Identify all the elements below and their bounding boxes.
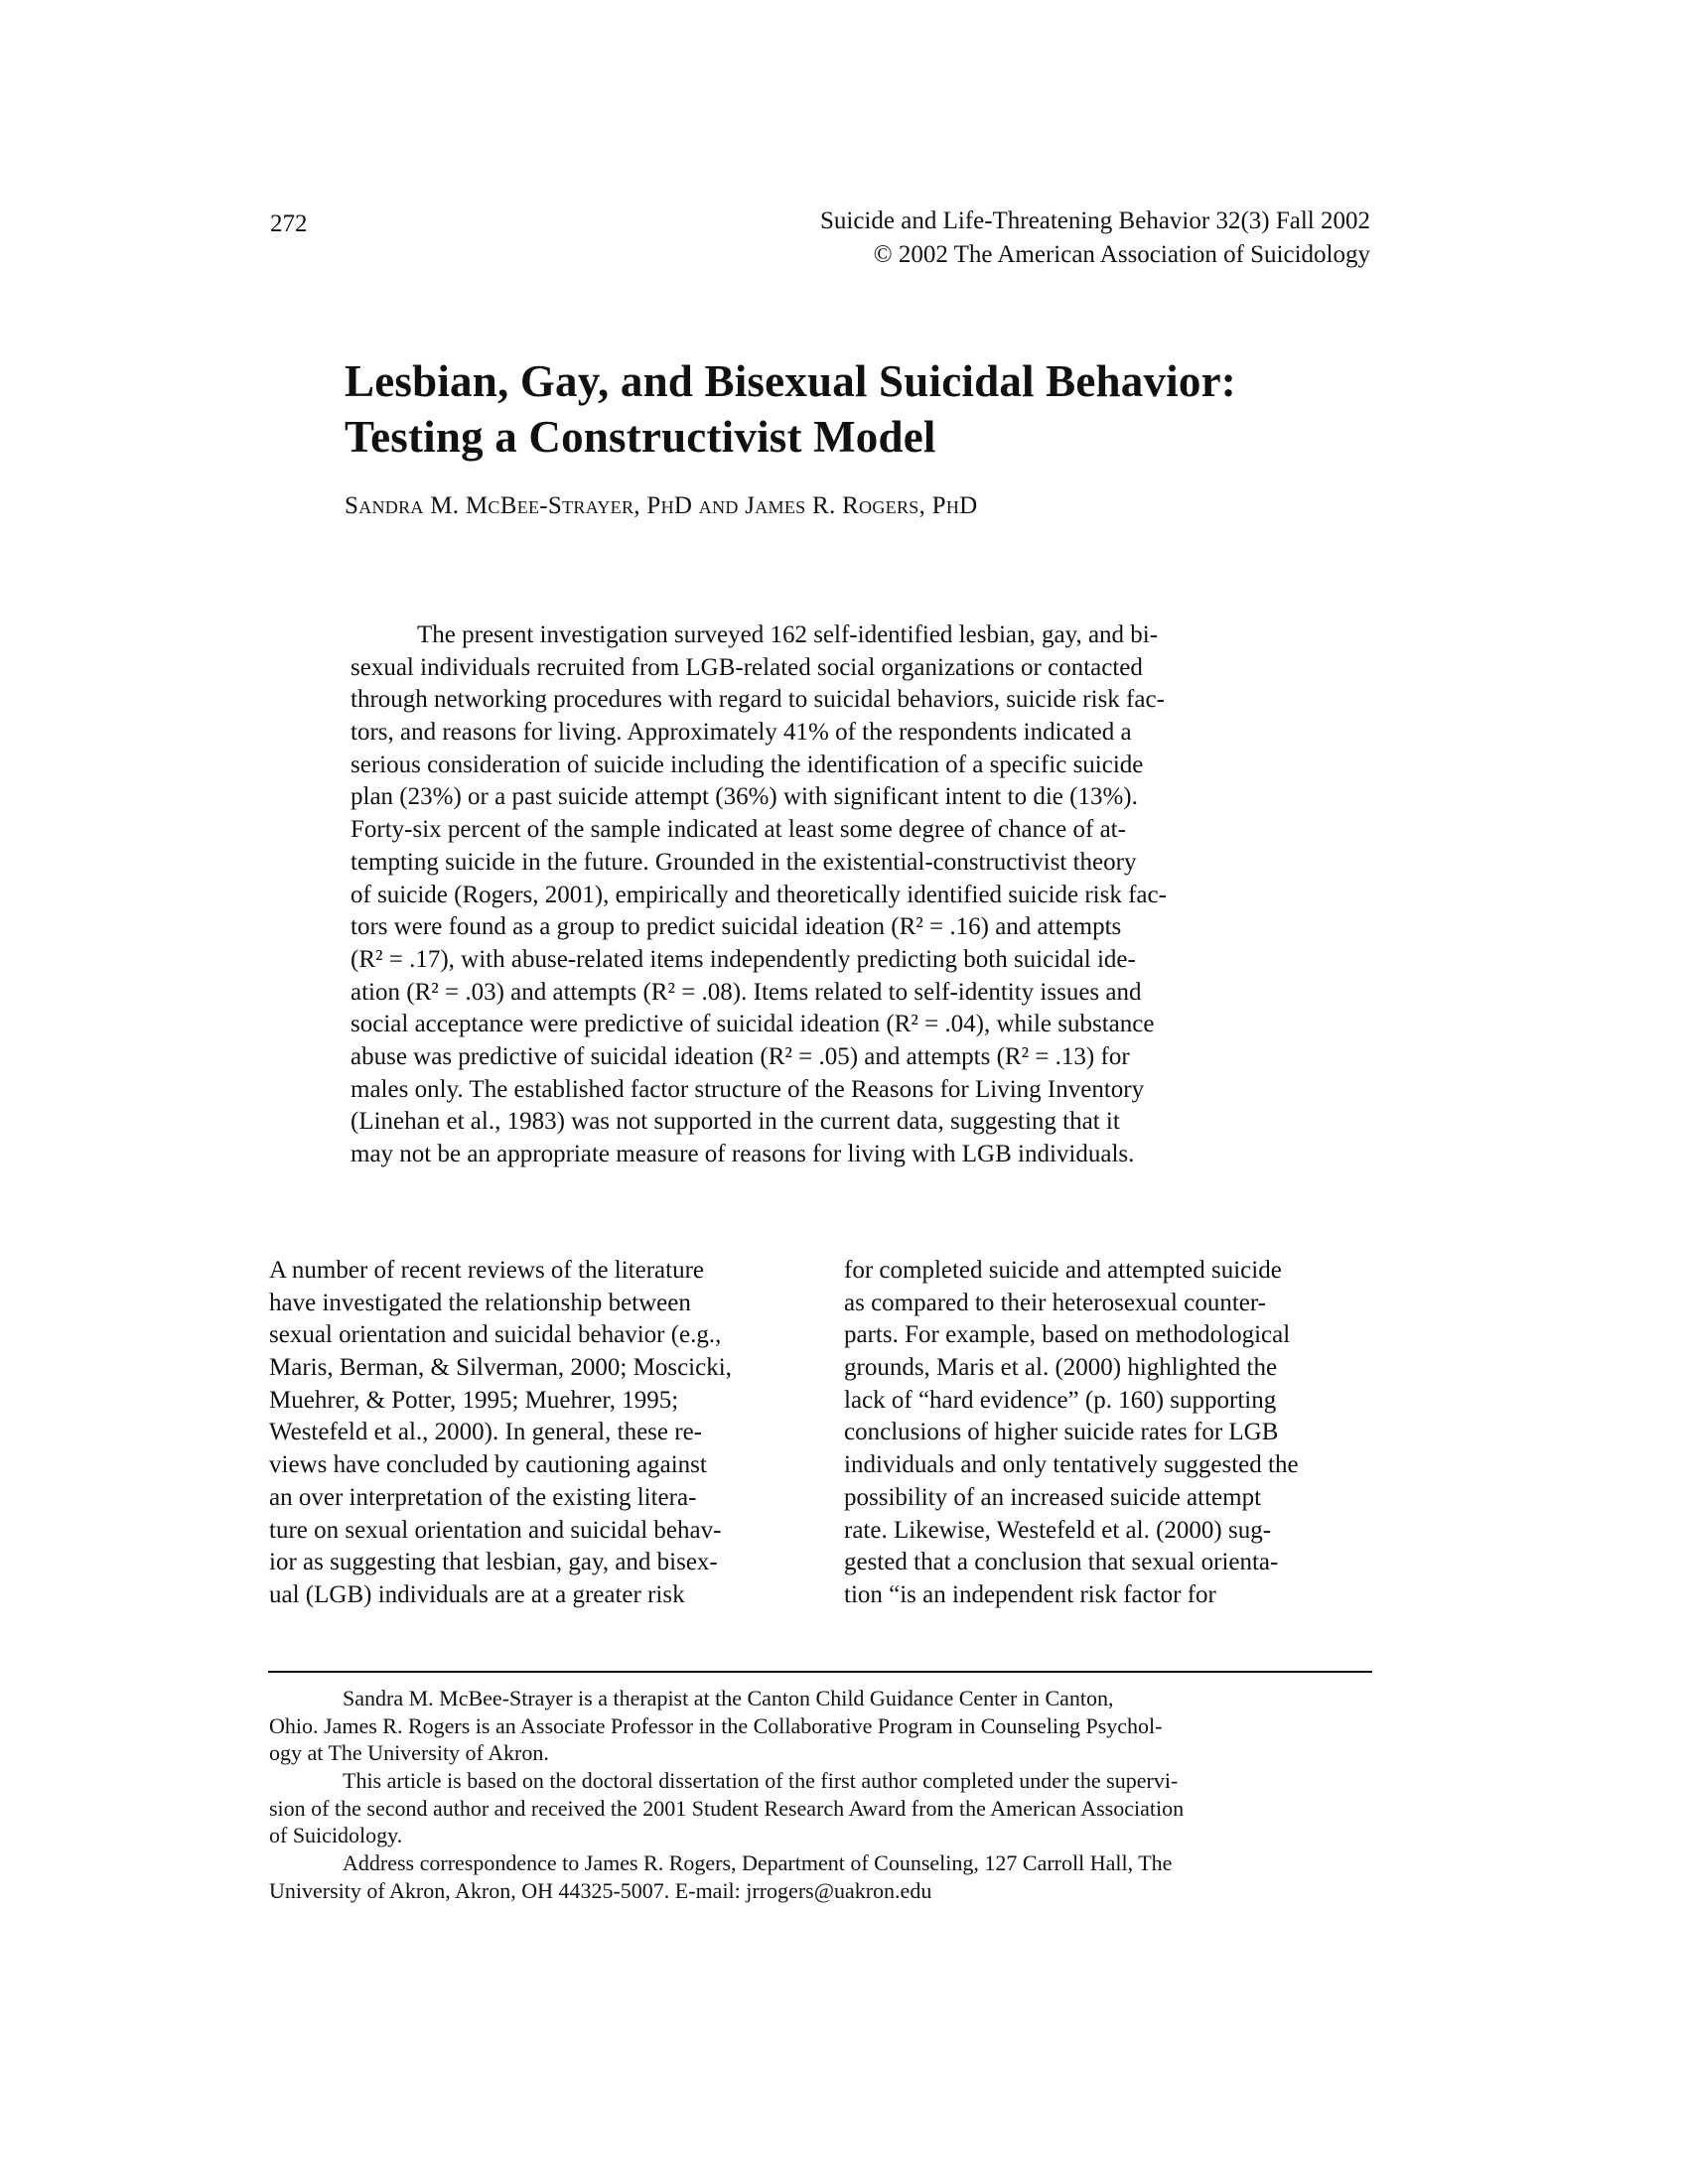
abstract-line: tempting suicide in the future. Grounded in the existential-constructivist theory [351, 848, 1137, 876]
abstract-line: through networking procedures with regard to suicidal behaviors, suicide risk fac- [351, 686, 1165, 714]
body-text-line: for completed suicide and attempted suicide [844, 1257, 1282, 1284]
body-text-line: ture on sexual orientation and suicidal behav- [269, 1516, 722, 1544]
body-text-line: as compared to their heterosexual counter- [844, 1289, 1267, 1316]
body-text-line: gested that a conclusion that sexual orienta- [844, 1549, 1279, 1576]
footnote-line: University of Akron, Akron, OH 44325-5007. E-mail: jrrogers@uakron.edu [269, 1877, 932, 1903]
abstract-line: (Linehan et al., 1983) was not supported in the current data, suggesting that it [351, 1108, 1120, 1136]
abstract-line: Forty-six percent of the sample indicated at least some degree of chance of at- [351, 816, 1126, 844]
body-text-line: have investigated the relationship between [269, 1289, 691, 1316]
footnote-line: of Suicidology. [269, 1823, 403, 1848]
abstract-line: may not be an appropriate measure of reasons for living with LGB individuals. [351, 1141, 1135, 1167]
footnote-line: sion of the second author and received the 2001 Student Research Award from the American Association [269, 1795, 1185, 1821]
abstract-line: ation (R² = .03) and attempts (R² = .08). Items related to self-identity issues and [351, 978, 1142, 1006]
body-text-line: an over interpretation of the existing litera- [269, 1483, 697, 1511]
journal-header [820, 205, 1370, 272]
body-text-line: conclusions of higher suicide rates for LGB [844, 1419, 1279, 1446]
abstract-line: tors, and reasons for living. Approximately 41% of the respondents indicated a [351, 719, 1132, 747]
abstract-line: (R² = .17), with abuse-related items independently predicting both suicidal ide- [351, 945, 1136, 973]
body-text-line: views have concluded by cautioning against [269, 1451, 707, 1479]
page-number: 272 [270, 210, 308, 237]
abstract-line: of suicide (Rogers, 2001), empirically and theoretically identified suicide risk fac- [351, 881, 1167, 908]
author-byline: Sandra M. McBee-Strayer, PhD and James R. Rogers, PhD [345, 492, 978, 519]
footnote-line: Ohio. James R. Rogers is an Associate Professor in the Collaborative Program in Counseling Psychol- [269, 1712, 1163, 1738]
body-text-line: grounds, Maris et al. (2000) highlighted the [844, 1354, 1278, 1382]
abstract-line: serious consideration of suicide including the identification of a specific suicide [351, 751, 1144, 778]
abstract-line: plan (23%) or a past suicide attempt (36%) with significant intent to die (13%). [351, 783, 1138, 811]
body-text-line: rate. Likewise, Westefeld et al. (2000) sug- [844, 1516, 1272, 1544]
body-column-right [844, 1255, 1372, 1612]
body-column-left [269, 1255, 762, 1612]
body-text-line: tion “is an independent risk factor for [844, 1580, 1216, 1608]
footnote-line: This article is based on the doctoral dissertation of the first author completed under the supervi- [343, 1768, 1179, 1794]
abstract [351, 619, 1296, 1171]
footnote-line: Address correspondence to James R. Rogers, Department of Counseling, 127 Carroll Hall, The [343, 1850, 1173, 1876]
body-text-line: lack of “hard evidence” (p. 160) supporting [844, 1386, 1277, 1414]
abstract-line: abuse was predictive of suicidal ideation (R² = .05) and attempts (R² = .13) for [351, 1042, 1130, 1070]
author-footnotes [269, 1685, 1372, 1905]
abstract-line: sexual individuals recruited from LGB-related social organizations or contacted [351, 653, 1143, 681]
body-text-line: ual (LGB) individuals are at a greater risk [269, 1580, 685, 1608]
abstract-line: The present investigation surveyed 162 self-identified lesbian, gay, and bi- [417, 621, 1159, 648]
title-line: Lesbian, Gay, and Bisexual Suicidal Behavior: [345, 356, 1236, 406]
body-text-line: A number of recent reviews of the literature [269, 1257, 705, 1284]
abstract-line: social acceptance were predictive of suicidal ideation (R² = .04), while substance [351, 1011, 1155, 1038]
footnote-line: ogy at The University of Akron. [269, 1740, 549, 1766]
body-text-line: Westefeld et al., 2000). In general, these re- [269, 1419, 702, 1446]
journal-citation: Suicide and Life-Threatening Behavior 32(3) Fall 2002 [819, 207, 1370, 234]
abstract-line: males only. The established factor structure of the Reasons for Living Inventory [351, 1075, 1145, 1103]
body-text-line: Muehrer, & Potter, 1995; Muehrer, 1995; [269, 1386, 679, 1414]
abstract-line: tors were found as a group to predict suicidal ideation (R² = .16) and attempts [351, 913, 1122, 941]
body-text-line: individuals and only tentatively suggested the [844, 1451, 1299, 1479]
title-line: Testing a Constructivist Model [345, 412, 936, 462]
footnote-separator-rule [268, 1671, 1372, 1673]
footnote-line: Sandra M. McBee-Strayer is a therapist at the Canton Child Guidance Center in Canton, [343, 1686, 1114, 1710]
article-title [345, 353, 1236, 465]
body-text-line: sexual orientation and suicidal behavior (e.g., [269, 1321, 722, 1349]
body-text-line: parts. For example, based on methodological [844, 1321, 1291, 1349]
body-text-line: Maris, Berman, & Silverman, 2000; Moscicki, [269, 1354, 732, 1382]
body-text-line: possibility of an increased suicide attempt [844, 1483, 1262, 1511]
body-text-line: ior as suggesting that lesbian, gay, and bisex- [269, 1549, 718, 1576]
copyright-notice: © 2002 The American Association of Suicidology [873, 241, 1370, 268]
